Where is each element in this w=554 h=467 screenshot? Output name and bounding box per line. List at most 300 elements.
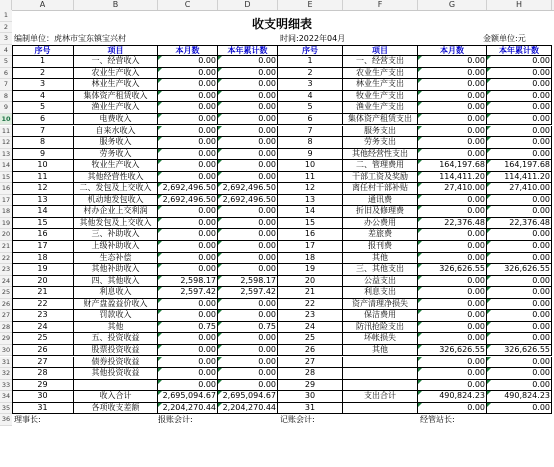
expense-seq-cell[interactable]: 26 <box>278 345 343 357</box>
expense-month-cell[interactable]: 0.00 <box>418 310 487 322</box>
column-title: 序号 <box>12 45 74 57</box>
expense-item-cell[interactable]: 干部工资及奖励 <box>343 172 418 184</box>
income-item-cell[interactable]: 债券投资收益 <box>74 357 158 369</box>
expense-item-cell[interactable]: 差旅费 <box>343 229 418 241</box>
expense-seq-cell[interactable]: 4 <box>278 91 343 103</box>
income-month-cell[interactable]: 0.00 <box>158 299 218 311</box>
expense-month-cell[interactable]: 0.00 <box>418 241 487 253</box>
expense-month-cell[interactable]: 0.00 <box>418 149 487 161</box>
expense-seq-cell[interactable]: 9 <box>278 149 343 161</box>
expense-ytd-cell[interactable]: 326,626.55 <box>487 264 552 276</box>
row-header[interactable]: 31 <box>0 357 12 369</box>
income-month-cell[interactable]: 0.00 <box>158 253 218 265</box>
expense-item-cell[interactable]: 服务支出 <box>343 126 418 138</box>
income-seq-cell[interactable]: 24 <box>12 322 74 334</box>
income-item-cell[interactable]: 其他发包及上交收入 <box>74 218 158 230</box>
column-header[interactable]: A <box>12 0 74 10</box>
income-seq-cell[interactable]: 6 <box>12 114 74 126</box>
expense-seq-cell[interactable]: 16 <box>278 229 343 241</box>
expense-ytd-cell[interactable]: 0.00 <box>487 137 552 149</box>
income-seq-cell[interactable]: 19 <box>12 264 74 276</box>
row-header[interactable]: 25 <box>0 287 12 299</box>
expense-item-cell[interactable]: 其他 <box>343 253 418 265</box>
income-seq-cell[interactable]: 12 <box>12 183 74 195</box>
expense-seq-cell[interactable]: 3 <box>278 79 343 91</box>
expense-seq-cell[interactable]: 24 <box>278 322 343 334</box>
income-ytd-cell[interactable]: 0.00 <box>218 102 278 114</box>
income-seq-cell[interactable]: 14 <box>12 206 74 218</box>
income-month-cell[interactable]: 2,695,094.67 <box>158 391 218 403</box>
expense-seq-cell[interactable]: 11 <box>278 172 343 184</box>
expense-ytd-cell[interactable]: 0.00 <box>487 276 552 288</box>
expense-item-cell[interactable]: 一、经营支出 <box>343 56 418 68</box>
expense-month-cell[interactable]: 164,197.68 <box>418 160 487 172</box>
income-item-cell[interactable]: 生态补偿 <box>74 253 158 265</box>
expense-month-cell[interactable]: 0.00 <box>418 229 487 241</box>
row-header[interactable]: 13 <box>0 149 12 161</box>
row-header[interactable]: 30 <box>0 345 12 357</box>
income-item-cell[interactable]: 四、其他收入 <box>74 276 158 288</box>
expense-month-cell[interactable]: 326,626.55 <box>418 264 487 276</box>
income-seq-cell[interactable]: 25 <box>12 333 74 345</box>
expense-ytd-cell[interactable]: 0.00 <box>487 56 552 68</box>
expense-item-cell[interactable]: 公益支出 <box>343 276 418 288</box>
income-ytd-cell[interactable]: 0.00 <box>218 114 278 126</box>
income-item-cell[interactable]: 上级补助收入 <box>74 241 158 253</box>
expense-item-cell[interactable]: 利息支出 <box>343 287 418 299</box>
expense-item-cell[interactable]: 二、管理费用 <box>343 160 418 172</box>
expense-ytd-cell[interactable]: 0.00 <box>487 380 552 392</box>
row-header[interactable]: 3 <box>0 33 12 45</box>
column-title: 项目 <box>343 45 418 57</box>
expense-month-cell[interactable]: 0.00 <box>418 403 487 415</box>
expense-month-cell[interactable]: 0.00 <box>418 126 487 138</box>
income-item-cell[interactable]: 林业生产收入 <box>74 79 158 91</box>
select-all-corner[interactable] <box>0 0 12 10</box>
row-header[interactable]: 16 <box>0 183 12 195</box>
income-ytd-cell[interactable]: 0.75 <box>218 322 278 334</box>
income-ytd-cell[interactable]: 2,598.17 <box>218 276 278 288</box>
expense-item-cell[interactable]: 防汛抢险支出 <box>343 322 418 334</box>
expense-month-cell[interactable]: 0.00 <box>418 380 487 392</box>
column-header[interactable]: B <box>74 0 158 10</box>
income-item-cell[interactable]: 电费收入 <box>74 114 158 126</box>
expense-seq-cell[interactable]: 30 <box>278 391 343 403</box>
expense-seq-cell[interactable]: 17 <box>278 241 343 253</box>
expense-item-cell[interactable]: 林业生产支出 <box>343 79 418 91</box>
expense-month-cell[interactable]: 0.00 <box>418 56 487 68</box>
income-item-cell[interactable]: 其他 <box>74 322 158 334</box>
income-seq-cell[interactable]: 2 <box>12 68 74 80</box>
expense-month-cell[interactable]: 490,824.23 <box>418 391 487 403</box>
expense-seq-cell[interactable]: 12 <box>278 183 343 195</box>
row-header[interactable]: 6 <box>0 68 12 80</box>
expense-seq-cell[interactable]: 5 <box>278 102 343 114</box>
income-ytd-cell[interactable]: 0.00 <box>218 299 278 311</box>
income-month-cell[interactable]: 0.00 <box>158 368 218 380</box>
expense-ytd-cell[interactable]: 0.00 <box>487 287 552 299</box>
income-month-cell[interactable]: 2,204,270.44 <box>158 403 218 415</box>
income-month-cell[interactable]: 0.00 <box>158 149 218 161</box>
expense-month-cell[interactable]: 0.00 <box>418 206 487 218</box>
expense-seq-cell[interactable]: 7 <box>278 126 343 138</box>
expense-seq-cell[interactable]: 25 <box>278 333 343 345</box>
income-seq-cell[interactable]: 17 <box>12 241 74 253</box>
row-header[interactable]: 26 <box>0 299 12 311</box>
income-ytd-cell[interactable]: 0.00 <box>218 56 278 68</box>
income-month-cell[interactable]: 0.00 <box>158 126 218 138</box>
row-header[interactable]: 36 <box>0 414 12 426</box>
income-item-cell[interactable]: 二、发包及上交收入 <box>74 183 158 195</box>
expense-seq-cell[interactable]: 1 <box>278 56 343 68</box>
income-item-cell[interactable]: 服务收入 <box>74 137 158 149</box>
income-item-cell[interactable]: 财产盘盈益价收入 <box>74 299 158 311</box>
income-seq-cell[interactable]: 26 <box>12 345 74 357</box>
income-month-cell[interactable]: 0.00 <box>158 137 218 149</box>
income-seq-cell[interactable]: 22 <box>12 299 74 311</box>
income-seq-cell[interactable]: 11 <box>12 172 74 184</box>
expense-item-cell[interactable] <box>343 368 418 380</box>
expense-item-cell[interactable] <box>343 380 418 392</box>
expense-ytd-cell[interactable]: 0.00 <box>487 299 552 311</box>
income-ytd-cell[interactable]: 2,695,094.67 <box>218 391 278 403</box>
expense-month-cell[interactable]: 0.00 <box>418 91 487 103</box>
income-item-cell[interactable]: 利息收入 <box>74 287 158 299</box>
income-seq-cell[interactable]: 23 <box>12 310 74 322</box>
income-month-cell[interactable]: 0.00 <box>158 102 218 114</box>
expense-ytd-cell[interactable]: 0.00 <box>487 322 552 334</box>
row-header[interactable]: 35 <box>0 403 12 415</box>
column-header[interactable]: D <box>218 0 278 10</box>
expense-month-cell[interactable]: 326,626.55 <box>418 345 487 357</box>
expense-seq-cell[interactable]: 13 <box>278 195 343 207</box>
income-month-cell[interactable]: 0.00 <box>158 160 218 172</box>
row-header[interactable]: 33 <box>0 380 12 392</box>
expense-ytd-cell[interactable]: 0.00 <box>487 126 552 138</box>
income-month-cell[interactable]: 0.00 <box>158 206 218 218</box>
income-month-cell[interactable]: 0.75 <box>158 322 218 334</box>
income-ytd-cell[interactable]: 0.00 <box>218 79 278 91</box>
expense-item-cell[interactable]: 支出合计 <box>343 391 418 403</box>
income-ytd-cell[interactable]: 0.00 <box>218 241 278 253</box>
expense-ytd-cell[interactable]: 0.00 <box>487 253 552 265</box>
column-header[interactable]: E <box>278 0 343 10</box>
expense-month-cell[interactable]: 0.00 <box>418 253 487 265</box>
income-item-cell[interactable]: 牧业生产收入 <box>74 160 158 172</box>
row-header[interactable]: 11 <box>0 126 12 138</box>
income-seq-cell[interactable]: 13 <box>12 195 74 207</box>
row-header[interactable]: 28 <box>0 322 12 334</box>
expense-seq-cell[interactable]: 27 <box>278 357 343 369</box>
column-title: 本年累计数 <box>218 45 278 57</box>
row-header[interactable]: 20 <box>0 229 12 241</box>
expense-seq-cell[interactable]: 31 <box>278 403 343 415</box>
income-month-cell[interactable]: 0.00 <box>158 114 218 126</box>
column-title: 本月数 <box>158 45 218 57</box>
expense-ytd-cell[interactable]: 27,410.00 <box>487 183 552 195</box>
expense-item-cell[interactable] <box>343 357 418 369</box>
expense-month-cell[interactable]: 0.00 <box>418 287 487 299</box>
expense-item-cell[interactable]: 离任村干部补贴 <box>343 183 418 195</box>
income-month-cell[interactable]: 0.00 <box>158 56 218 68</box>
row-header[interactable]: 24 <box>0 276 12 288</box>
column-title: 本年累计数 <box>487 45 552 57</box>
expense-ytd-cell[interactable]: 164,197.68 <box>487 160 552 172</box>
row-header[interactable]: 27 <box>0 310 12 322</box>
expense-ytd-cell[interactable]: 0.00 <box>487 333 552 345</box>
expense-seq-cell[interactable]: 6 <box>278 114 343 126</box>
expense-item-cell[interactable]: 劳务支出 <box>343 137 418 149</box>
expense-item-cell[interactable]: 其他经营性支出 <box>343 149 418 161</box>
expense-item-cell[interactable]: 保洁费用 <box>343 310 418 322</box>
expense-ytd-cell[interactable]: 22,376.48 <box>487 218 552 230</box>
income-ytd-cell[interactable]: 0.00 <box>218 264 278 276</box>
income-seq-cell[interactable]: 27 <box>12 357 74 369</box>
income-month-cell[interactable]: 2,692,496.50 <box>158 183 218 195</box>
row-header[interactable]: 8 <box>0 91 12 103</box>
income-item-cell[interactable]: 收入合计 <box>74 391 158 403</box>
expense-month-cell[interactable]: 114,411.20 <box>418 172 487 184</box>
row-header[interactable]: 34 <box>0 391 12 403</box>
income-item-cell[interactable]: 一、经营收入 <box>74 56 158 68</box>
expense-item-cell[interactable]: 集体资产租赁支出 <box>343 114 418 126</box>
expense-seq-cell[interactable]: 2 <box>278 68 343 80</box>
income-item-cell[interactable]: 渔业生产收入 <box>74 102 158 114</box>
income-seq-cell[interactable]: 20 <box>12 276 74 288</box>
income-month-cell[interactable]: 2,692,496.50 <box>158 195 218 207</box>
row-header[interactable]: 12 <box>0 137 12 149</box>
expense-ytd-cell[interactable]: 0.00 <box>487 357 552 369</box>
income-ytd-cell[interactable]: 0.00 <box>218 218 278 230</box>
income-month-cell[interactable]: 0.00 <box>158 68 218 80</box>
income-item-cell[interactable]: 其他经营性收入 <box>74 172 158 184</box>
expense-ytd-cell[interactable]: 0.00 <box>487 403 552 415</box>
expense-ytd-cell[interactable]: 0.00 <box>487 114 552 126</box>
expense-ytd-cell[interactable]: 0.00 <box>487 206 552 218</box>
expense-ytd-cell[interactable]: 0.00 <box>487 368 552 380</box>
expense-ytd-cell[interactable]: 0.00 <box>487 91 552 103</box>
expense-seq-cell[interactable]: 18 <box>278 253 343 265</box>
expense-month-cell[interactable]: 0.00 <box>418 79 487 91</box>
income-seq-cell[interactable]: 15 <box>12 218 74 230</box>
row-header[interactable]: 9 <box>0 102 12 114</box>
row-header[interactable]: 4 <box>0 45 12 57</box>
expense-seq-cell[interactable]: 10 <box>278 160 343 172</box>
row-header[interactable]: 15 <box>0 172 12 184</box>
income-month-cell[interactable]: 0.00 <box>158 333 218 345</box>
expense-ytd-cell[interactable]: 0.00 <box>487 68 552 80</box>
expense-month-cell[interactable]: 0.00 <box>418 357 487 369</box>
income-month-cell[interactable]: 0.00 <box>158 380 218 392</box>
expense-item-cell[interactable]: 办公费用 <box>343 218 418 230</box>
income-item-cell[interactable]: 机动地发包收入 <box>74 195 158 207</box>
expense-ytd-cell[interactable]: 0.00 <box>487 102 552 114</box>
income-seq-cell[interactable]: 18 <box>12 253 74 265</box>
income-item-cell[interactable]: 三、补助收入 <box>74 229 158 241</box>
expense-month-cell[interactable]: 0.00 <box>418 368 487 380</box>
row-header[interactable]: 19 <box>0 218 12 230</box>
row-header[interactable]: 17 <box>0 195 12 207</box>
income-ytd-cell[interactable]: 0.00 <box>218 172 278 184</box>
expense-seq-cell[interactable]: 28 <box>278 368 343 380</box>
expense-seq-cell[interactable]: 8 <box>278 137 343 149</box>
expense-item-cell[interactable]: 资产清理净损失 <box>343 299 418 311</box>
row-header[interactable]: 7 <box>0 79 12 91</box>
income-ytd-cell[interactable]: 0.00 <box>218 229 278 241</box>
column-header[interactable]: F <box>343 0 418 10</box>
income-month-cell[interactable]: 0.00 <box>158 229 218 241</box>
income-ytd-cell[interactable]: 0.00 <box>218 68 278 80</box>
row-header[interactable]: 23 <box>0 264 12 276</box>
income-seq-cell[interactable]: 1 <box>12 56 74 68</box>
expense-month-cell[interactable]: 0.00 <box>418 102 487 114</box>
expense-ytd-cell[interactable]: 490,824.23 <box>487 391 552 403</box>
income-item-cell[interactable]: 其他补助收入 <box>74 264 158 276</box>
income-seq-cell[interactable]: 30 <box>12 391 74 403</box>
expense-item-cell[interactable]: 坏帐损失 <box>343 333 418 345</box>
income-seq-cell[interactable]: 8 <box>12 137 74 149</box>
income-ytd-cell[interactable]: 0.00 <box>218 310 278 322</box>
expense-month-cell[interactable]: 0.00 <box>418 195 487 207</box>
row-header[interactable]: 18 <box>0 206 12 218</box>
expense-month-cell[interactable]: 0.00 <box>418 68 487 80</box>
footer-recorder: 记账会计: <box>280 415 315 425</box>
expense-ytd-cell[interactable]: 0.00 <box>487 241 552 253</box>
column-header[interactable]: G <box>418 0 487 10</box>
expense-item-cell[interactable] <box>343 403 418 415</box>
income-month-cell[interactable]: 0.00 <box>158 264 218 276</box>
expense-item-cell[interactable]: 渔业生产支出 <box>343 102 418 114</box>
income-item-cell[interactable]: 劳务收入 <box>74 149 158 161</box>
income-ytd-cell[interactable]: 2,692,496.50 <box>218 195 278 207</box>
row-header[interactable]: 21 <box>0 241 12 253</box>
row-header[interactable]: 1 <box>0 10 12 22</box>
income-ytd-cell[interactable]: 0.00 <box>218 149 278 161</box>
row-header[interactable]: 32 <box>0 368 12 380</box>
expense-month-cell[interactable]: 0.00 <box>418 114 487 126</box>
income-month-cell[interactable]: 2,597.42 <box>158 287 218 299</box>
income-seq-cell[interactable]: 31 <box>12 403 74 415</box>
expense-item-cell[interactable]: 报刊费 <box>343 241 418 253</box>
expense-item-cell[interactable]: 通讯费 <box>343 195 418 207</box>
expense-month-cell[interactable]: 0.00 <box>418 137 487 149</box>
income-month-cell[interactable]: 0.00 <box>158 218 218 230</box>
expense-ytd-cell[interactable]: 326,626.55 <box>487 345 552 357</box>
expense-seq-cell[interactable]: 22 <box>278 299 343 311</box>
income-seq-cell[interactable]: 3 <box>12 79 74 91</box>
row-header[interactable]: 10 <box>0 114 12 126</box>
expense-seq-cell[interactable]: 14 <box>278 206 343 218</box>
income-month-cell[interactable]: 2,598.17 <box>158 276 218 288</box>
income-item-cell[interactable]: 自来水收入 <box>74 126 158 138</box>
income-ytd-cell[interactable]: 0.00 <box>218 91 278 103</box>
expense-item-cell[interactable]: 其他 <box>343 345 418 357</box>
income-ytd-cell[interactable]: 0.00 <box>218 137 278 149</box>
income-month-cell[interactable]: 0.00 <box>158 345 218 357</box>
expense-seq-cell[interactable]: 21 <box>278 287 343 299</box>
expense-ytd-cell[interactable]: 0.00 <box>487 310 552 322</box>
expense-seq-cell[interactable]: 19 <box>278 264 343 276</box>
income-ytd-cell[interactable]: 0.00 <box>218 206 278 218</box>
income-ytd-cell[interactable]: 0.00 <box>218 253 278 265</box>
income-month-cell[interactable]: 0.00 <box>158 91 218 103</box>
expense-month-cell[interactable]: 0.00 <box>418 333 487 345</box>
expense-month-cell[interactable]: 0.00 <box>418 276 487 288</box>
income-item-cell[interactable]: 集体资产租赁收入 <box>74 91 158 103</box>
income-item-cell[interactable]: 股票投资收益 <box>74 345 158 357</box>
footer-reporter: 报账会计: <box>158 415 193 425</box>
income-ytd-cell[interactable]: 2,692,496.50 <box>218 183 278 195</box>
expense-month-cell[interactable]: 22,376.48 <box>418 218 487 230</box>
income-seq-cell[interactable]: 9 <box>12 149 74 161</box>
income-seq-cell[interactable]: 4 <box>12 91 74 103</box>
income-item-cell[interactable]: 村办企业上交利润 <box>74 206 158 218</box>
expense-month-cell[interactable]: 27,410.00 <box>418 183 487 195</box>
income-month-cell[interactable]: 0.00 <box>158 172 218 184</box>
income-item-cell[interactable] <box>74 380 158 392</box>
income-ytd-cell[interactable]: 0.00 <box>218 333 278 345</box>
expense-item-cell[interactable]: 三、其他支出 <box>343 264 418 276</box>
income-month-cell[interactable]: 0.00 <box>158 310 218 322</box>
income-seq-cell[interactable]: 10 <box>12 160 74 172</box>
income-month-cell[interactable]: 0.00 <box>158 241 218 253</box>
income-month-cell[interactable]: 0.00 <box>158 79 218 91</box>
income-item-cell[interactable]: 五、投资收益 <box>74 333 158 345</box>
row-header[interactable]: 2 <box>0 22 12 34</box>
income-seq-cell[interactable]: 7 <box>12 126 74 138</box>
row-header[interactable]: 22 <box>0 253 12 265</box>
income-seq-cell[interactable]: 16 <box>12 229 74 241</box>
income-ytd-cell[interactable]: 2,204,270.44 <box>218 403 278 415</box>
income-item-cell[interactable]: 各项收支差额 <box>74 403 158 415</box>
expense-seq-cell[interactable]: 29 <box>278 380 343 392</box>
expense-month-cell[interactable]: 0.00 <box>418 299 487 311</box>
row-header[interactable]: 5 <box>0 56 12 68</box>
income-seq-cell[interactable]: 28 <box>12 368 74 380</box>
expense-item-cell[interactable]: 农业生产支出 <box>343 68 418 80</box>
income-ytd-cell[interactable]: 0.00 <box>218 160 278 172</box>
income-ytd-cell[interactable]: 0.00 <box>218 380 278 392</box>
expense-ytd-cell[interactable]: 0.00 <box>487 229 552 241</box>
income-seq-cell[interactable]: 29 <box>12 380 74 392</box>
row-header[interactable]: 29 <box>0 333 12 345</box>
expense-seq-cell[interactable]: 23 <box>278 310 343 322</box>
income-ytd-cell[interactable]: 0.00 <box>218 126 278 138</box>
expense-item-cell[interactable]: 牧业生产支出 <box>343 91 418 103</box>
row-header[interactable]: 14 <box>0 160 12 172</box>
income-seq-cell[interactable]: 21 <box>12 287 74 299</box>
income-ytd-cell[interactable]: 0.00 <box>218 357 278 369</box>
expense-month-cell[interactable]: 0.00 <box>418 322 487 334</box>
expense-ytd-cell[interactable]: 0.00 <box>487 79 552 91</box>
expense-ytd-cell[interactable]: 0.00 <box>487 149 552 161</box>
income-month-cell[interactable]: 0.00 <box>158 357 218 369</box>
column-header[interactable]: H <box>487 0 552 10</box>
expense-seq-cell[interactable]: 15 <box>278 218 343 230</box>
expense-item-cell[interactable]: 折旧及修理费 <box>343 206 418 218</box>
column-header[interactable]: C <box>158 0 218 10</box>
income-ytd-cell[interactable]: 0.00 <box>218 368 278 380</box>
income-item-cell[interactable]: 其他投资收益 <box>74 368 158 380</box>
expense-seq-cell[interactable]: 20 <box>278 276 343 288</box>
expense-ytd-cell[interactable]: 0.00 <box>487 195 552 207</box>
income-ytd-cell[interactable]: 0.00 <box>218 345 278 357</box>
income-seq-cell[interactable]: 5 <box>12 102 74 114</box>
income-item-cell[interactable]: 农业生产收入 <box>74 68 158 80</box>
income-item-cell[interactable]: 罚款收入 <box>74 310 158 322</box>
income-ytd-cell[interactable]: 2,597.42 <box>218 287 278 299</box>
expense-ytd-cell[interactable]: 114,411.20 <box>487 172 552 184</box>
